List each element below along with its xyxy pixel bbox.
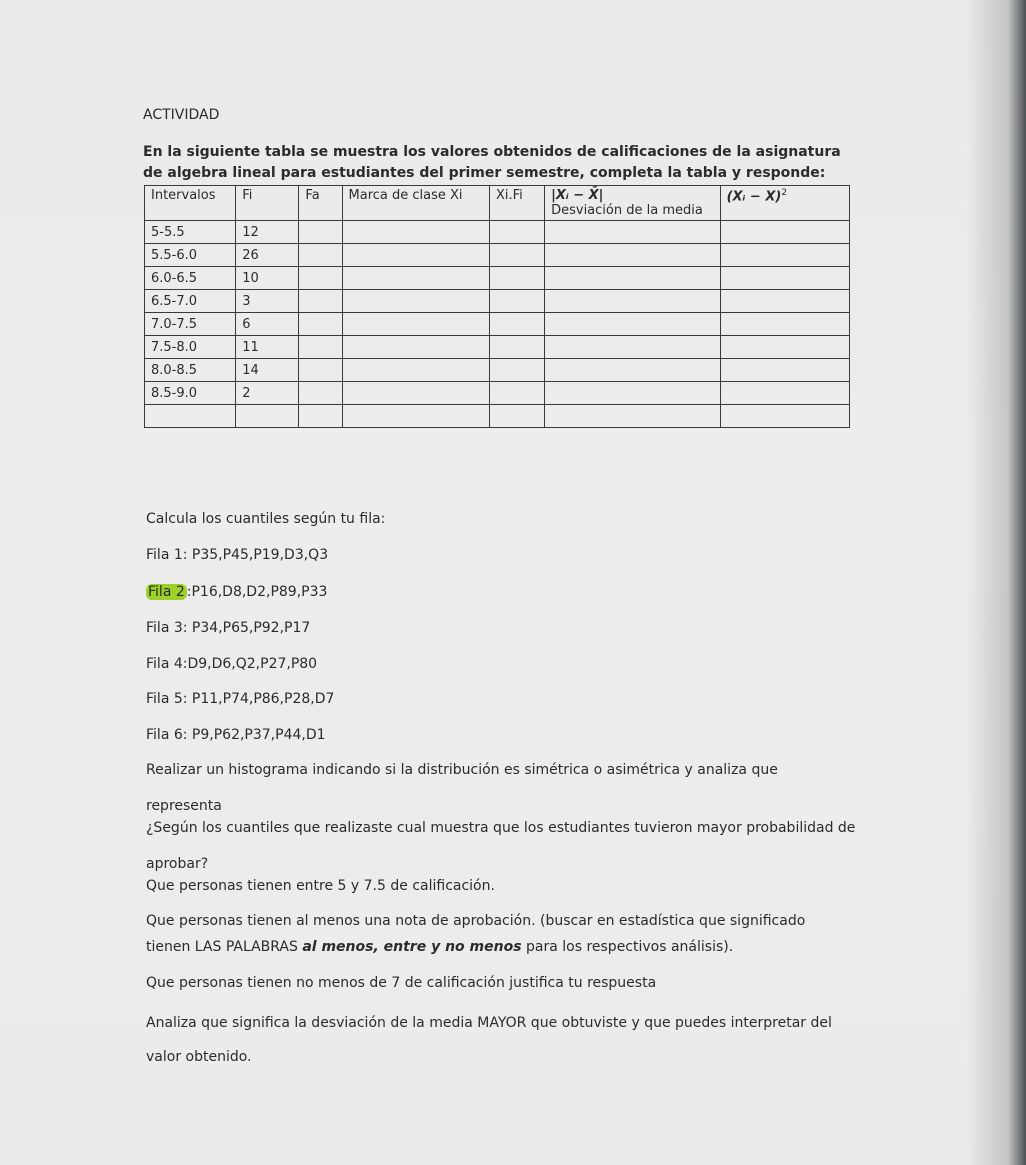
cell-squared	[720, 405, 849, 428]
cell-fa	[299, 336, 342, 359]
table-row	[145, 382, 850, 405]
list-item-fila-4	[146, 654, 866, 675]
deviation-formula: |Xᵢ − X̄|	[551, 188, 604, 203]
cell-marca	[342, 359, 489, 382]
question-quantiles: ¿Según los cuantiles que realizaste cual muestra que los estudiantes tuvieron mayor probabilidad de aprobar?	[146, 820, 856, 872]
fila-value: P35,P45,P19,D3,Q3	[187, 547, 329, 563]
cell-interval: 7.5-8.0	[145, 336, 236, 359]
cell-xifi	[489, 290, 544, 313]
cell-squared	[720, 290, 849, 313]
frequency-table	[144, 185, 850, 428]
header-squared	[720, 186, 849, 221]
cell-squared	[720, 267, 849, 290]
header-fa: Fa	[299, 186, 342, 221]
cell-fi: 12	[236, 221, 299, 244]
cell-desviacion	[545, 359, 720, 382]
list-item-fila-2	[146, 582, 866, 603]
cell-fi: 26	[236, 244, 299, 267]
cell-marca	[342, 267, 489, 290]
cell-squared	[720, 244, 849, 267]
cell-squared	[720, 359, 849, 382]
list-item-fila-1	[146, 545, 866, 566]
cell-fi: 14	[236, 359, 299, 382]
cell-fi: 10	[236, 267, 299, 290]
header-desviacion	[545, 186, 720, 221]
header-intervalos: Intervalos	[145, 186, 236, 221]
cell-desviacion	[545, 267, 720, 290]
header-fi: Fi	[236, 186, 299, 221]
question-histogram: Realizar un histograma indicando si la distribución es simétrica o asimétrica y analiza que representa	[146, 762, 778, 814]
cell-marca	[342, 405, 489, 428]
table-row	[145, 290, 850, 313]
deviation-label: Desviación de la media	[551, 203, 703, 218]
cell-marca	[342, 221, 489, 244]
table-row	[145, 405, 850, 428]
cell-xifi	[489, 244, 544, 267]
q4-emphasis: al menos, entre y no menos	[302, 939, 522, 955]
cell-xifi	[489, 267, 544, 290]
table-row	[145, 336, 850, 359]
squared-exponent: 2	[781, 188, 788, 198]
q4-text-b: para los respectivos análisis).	[521, 939, 734, 955]
cell-fa	[299, 267, 342, 290]
cell-xifi	[489, 359, 544, 382]
cell-fa	[299, 290, 342, 313]
cell-xifi	[489, 382, 544, 405]
fila-value: P11,P74,P86,P28,D7	[187, 691, 335, 707]
q4-text-a: Que personas tienen al menos una nota de aprobación. (buscar en estadística que significado tienen LAS PALABRAS	[146, 913, 806, 955]
cell-fa	[299, 382, 342, 405]
cell-squared	[720, 221, 849, 244]
table-row	[145, 313, 850, 336]
fila-value: P9,P62,P37,P44,D1	[187, 727, 326, 743]
fila-label: Fila 6:	[146, 727, 188, 743]
fila-label: Fila 1:	[146, 547, 188, 563]
cell-marca	[342, 244, 489, 267]
fila-value: D9,D6,Q2,P27,P80	[187, 656, 318, 672]
cell-interval: 8.0-8.5	[145, 359, 236, 382]
table-row	[145, 244, 850, 267]
cell-desviacion	[545, 221, 720, 244]
cell-fi	[236, 405, 299, 428]
cell-fa	[299, 221, 342, 244]
header-marca-clase: Marca de clase Xi	[342, 186, 489, 221]
table-row	[145, 267, 850, 290]
cell-fi: 11	[236, 336, 299, 359]
squared-formula: (Xᵢ − X)	[726, 189, 782, 205]
fila-value: :P16,D8,D2,P89,P33	[186, 584, 328, 600]
fila-label: Fila 4:	[146, 656, 188, 672]
cell-desviacion	[545, 382, 720, 405]
cell-xifi	[489, 221, 544, 244]
cell-desviacion	[545, 244, 720, 267]
cell-fa	[299, 244, 342, 267]
list-item-fila-6	[146, 725, 866, 746]
cell-fi: 3	[236, 290, 299, 313]
fila-value: P34,P65,P92,P17	[187, 620, 311, 636]
cell-desviacion	[545, 405, 720, 428]
fila-label: Fila 5:	[146, 691, 188, 707]
cell-desviacion	[545, 290, 720, 313]
cell-fi: 2	[236, 382, 299, 405]
cell-interval: 6.0-6.5	[145, 267, 236, 290]
list-item-fila-5	[146, 689, 866, 710]
list-item-fila-3	[146, 618, 866, 639]
question-at-least	[146, 908, 846, 960]
table-header-row	[145, 186, 850, 221]
question-deviation: Analiza que significa la desviación de la media MAYOR que obtuviste y que puedes interpretar del valor obtenido.	[146, 1015, 832, 1065]
table-row	[145, 221, 850, 244]
cell-xifi	[489, 336, 544, 359]
cell-fi: 6	[236, 313, 299, 336]
cell-xifi	[489, 313, 544, 336]
cell-marca	[342, 382, 489, 405]
cell-squared	[720, 382, 849, 405]
activity-title: ACTIVIDAD	[143, 107, 220, 123]
question-between: Que personas tienen entre 5 y 7.5 de calificación.	[146, 878, 495, 894]
cell-fa	[299, 359, 342, 382]
cell-interval: 6.5-7.0	[145, 290, 236, 313]
cell-xifi	[489, 405, 544, 428]
header-xifi: Xi.Fi	[489, 186, 544, 221]
cell-fa	[299, 313, 342, 336]
cell-squared	[720, 336, 849, 359]
quantiles-heading: Calcula los cuantiles según tu fila:	[146, 511, 386, 527]
cell-fa	[299, 405, 342, 428]
cell-marca	[342, 313, 489, 336]
table-row	[145, 359, 850, 382]
question-not-less: Que personas tienen no menos de 7 de calificación justifica tu respuesta	[146, 975, 657, 991]
cell-marca	[342, 290, 489, 313]
cell-interval: 5.5-6.0	[145, 244, 236, 267]
fila-label: Fila 3:	[146, 620, 188, 636]
cell-marca	[342, 336, 489, 359]
fila-label-highlighted: Fila 2	[148, 584, 185, 600]
table-body	[145, 221, 850, 428]
intro-paragraph: En la siguiente tabla se muestra los valores obtenidos de calificaciones de la asignatura de algebra lineal para estudiantes del primer semestre, completa la tabla y responde:	[143, 144, 841, 181]
cell-desviacion	[545, 313, 720, 336]
cell-interval: 8.5-9.0	[145, 382, 236, 405]
cell-squared	[720, 313, 849, 336]
cell-interval	[145, 405, 236, 428]
cell-desviacion	[545, 336, 720, 359]
cell-interval: 7.0-7.5	[145, 313, 236, 336]
cell-interval: 5-5.5	[145, 221, 236, 244]
